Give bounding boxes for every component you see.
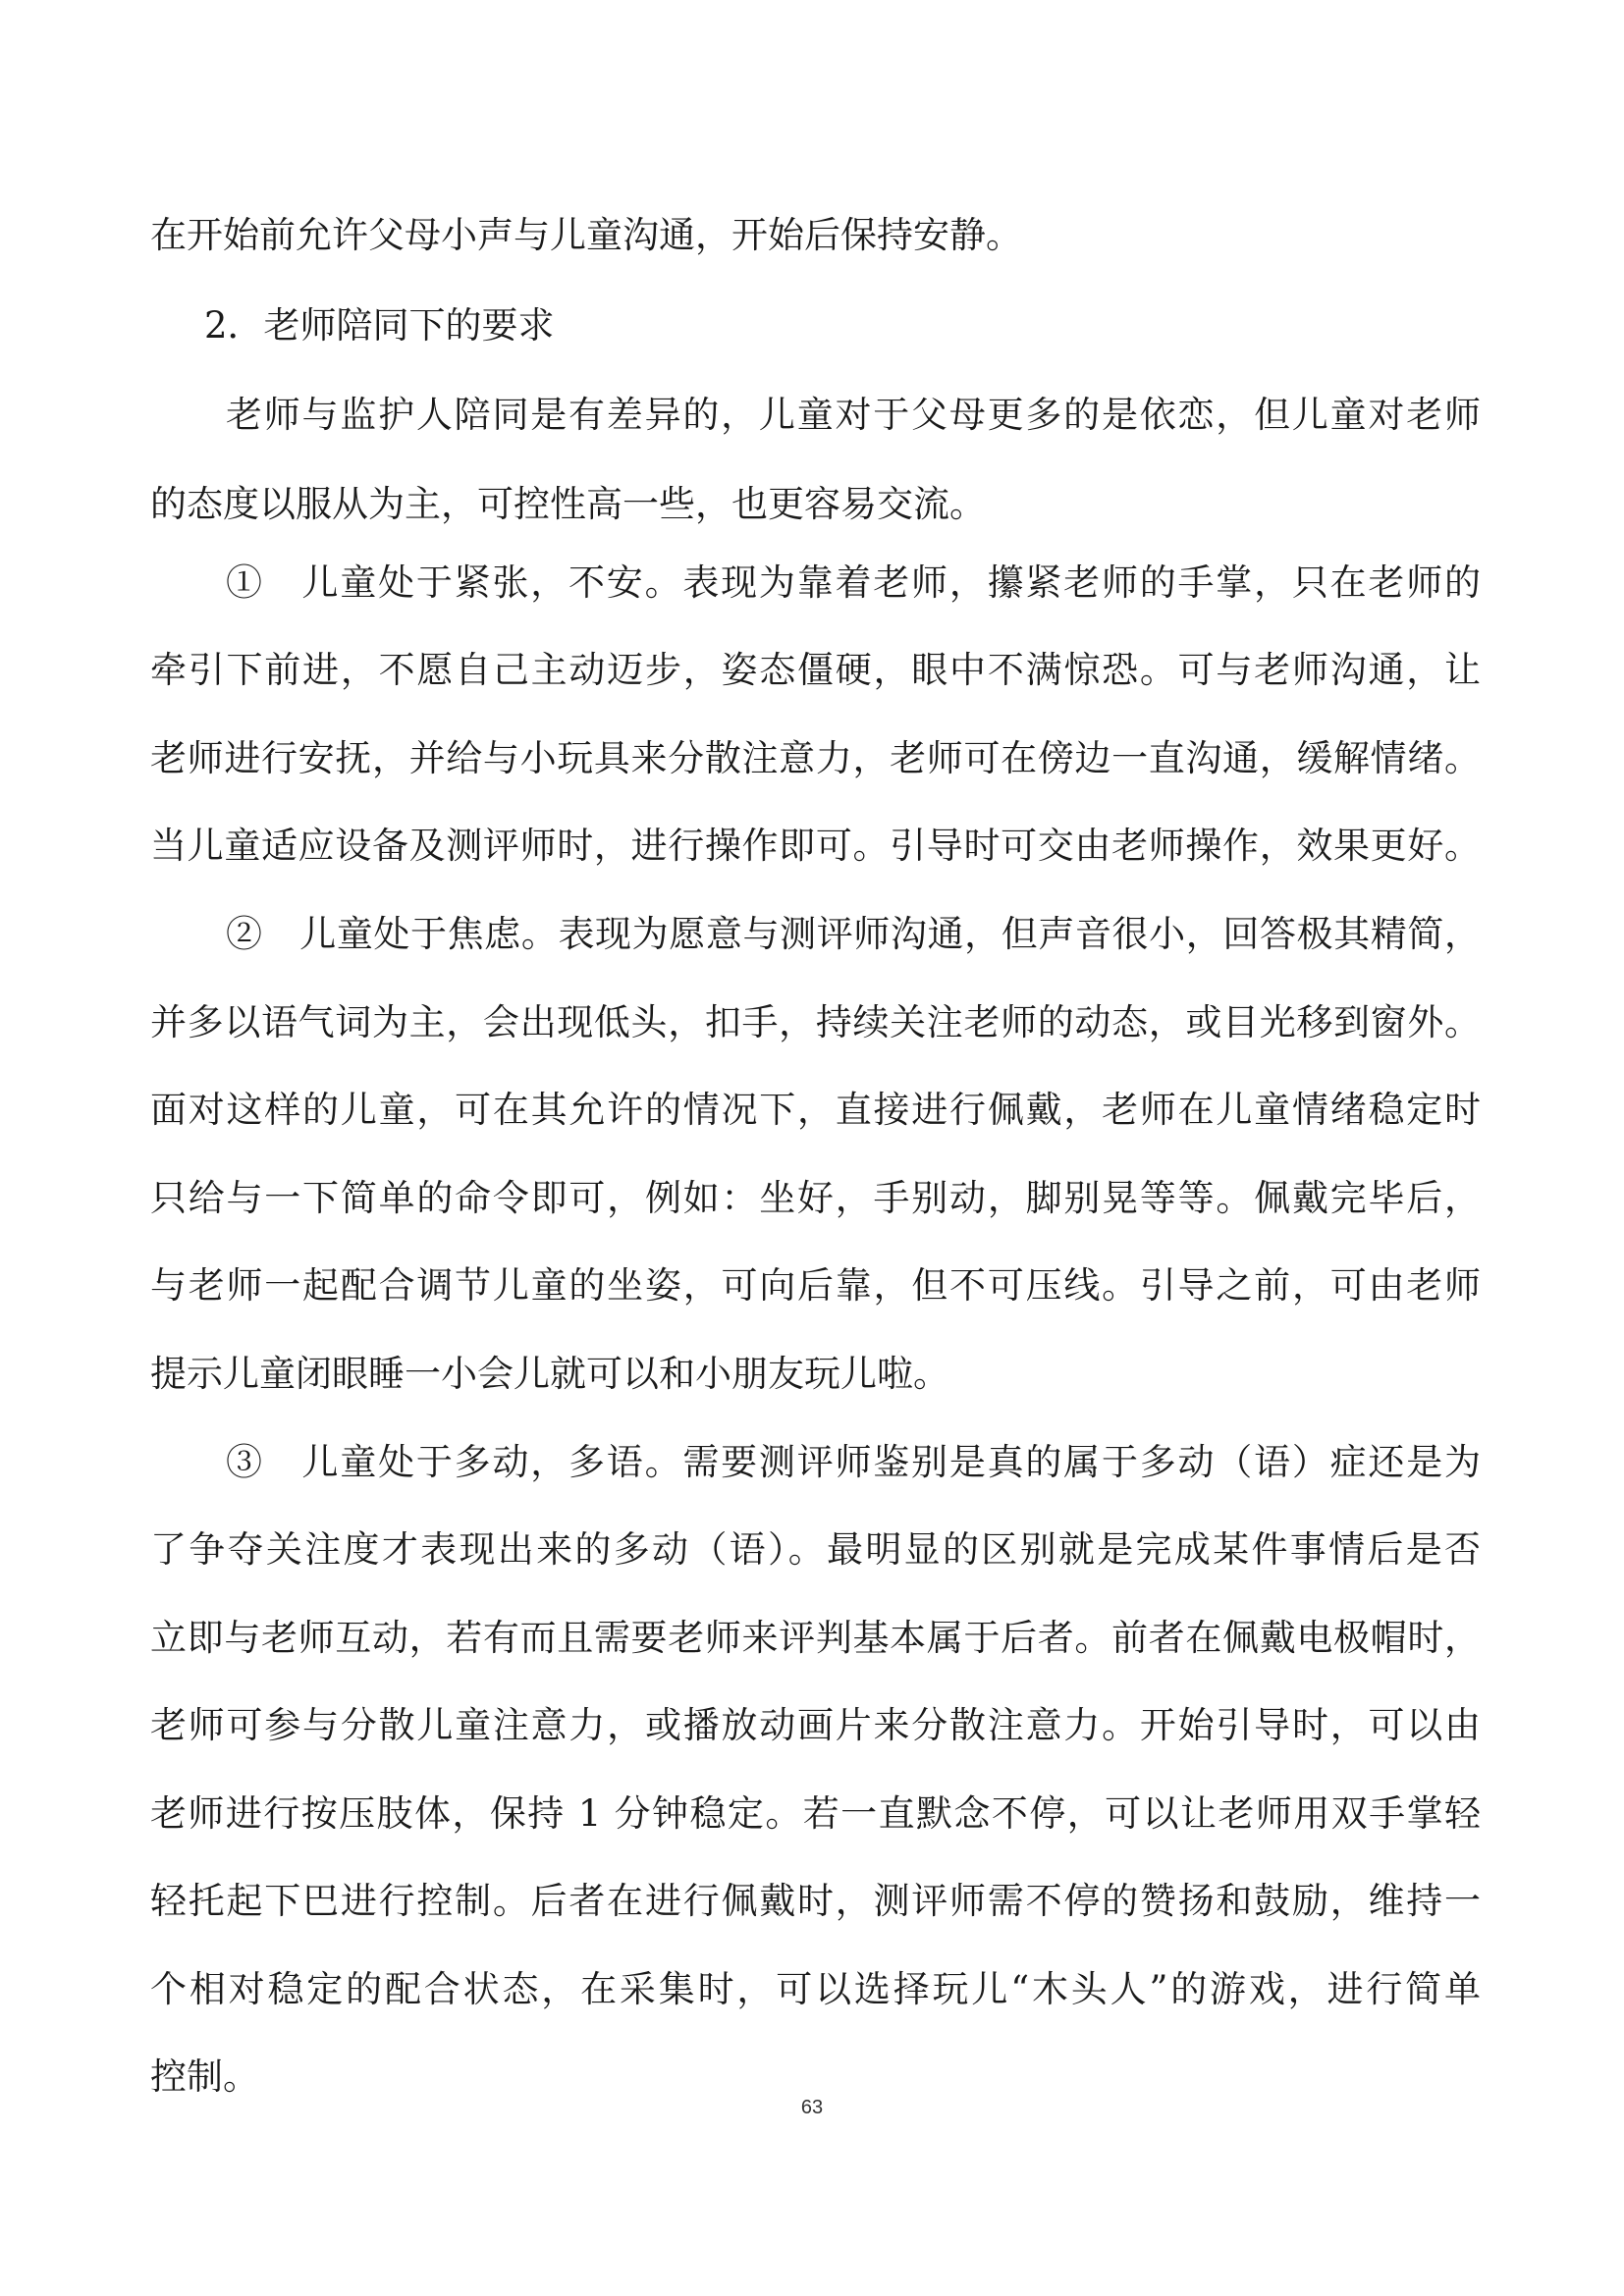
paragraph-line: 老师与监护人陪同是有差异的，儿童对于父母更多的是依恋，但儿童对老师 [226, 394, 1481, 436]
list-item-1-line: 当儿童适应设备及测评师时，进行操作即可。引导时可交由老师操作，效果更好。 [150, 825, 1481, 867]
list-item-2-line: 面对这样的儿童，可在其允许的情况下，直接进行佩戴，老师在儿童情绪稳定时 [150, 1089, 1481, 1131]
list-item-3-line: ③ 儿童处于多动，多语。需要测评师鉴别是真的属于多动（语）症还是为 [226, 1441, 1481, 1483]
list-item-3-line: 控制。 [150, 2056, 259, 2098]
page-number: 63 [800, 2097, 824, 2118]
list-item-2-line: ② 儿童处于焦虑。表现为愿意与测评师沟通，但声音很小，回答极其精简， [226, 913, 1481, 955]
list-item-1-line: 老师进行安抚，并给与小玩具来分散注意力，老师可在傍边一直沟通，缓解情绪。 [150, 737, 1481, 779]
list-item-3-line: 了争夺关注度才表现出来的多动（语）。最明显的区别就是完成某件事情后是否 [150, 1528, 1481, 1571]
list-item-3-line: 老师可参与分散儿童注意力，或播放动画片来分散注意力。开始引导时，可以由 [150, 1704, 1481, 1746]
list-item-2-line: 只给与一下简单的命令即可，例如：坐好，手别动，脚别晃等等。佩戴完毕后， [150, 1177, 1481, 1219]
list-item-1-line: ① 儿童处于紧张，不安。表现为靠着老师，攥紧老师的手掌，只在老师的 [226, 561, 1481, 604]
list-item-2-line: 并多以语气词为主，会出现低头，扣手，持续关注老师的动态，或目光移到窗外。 [150, 1001, 1481, 1043]
section-heading: 2．老师陪同下的要求 [204, 304, 555, 347]
paragraph-line: 的态度以服从为主，可控性高一些，也更容易交流。 [150, 483, 986, 525]
list-item-3-line: 个相对稳定的配合状态，在采集时，可以选择玩儿“木头人”的游戏，进行简单 [150, 1968, 1481, 2010]
list-item-1-line: 牵引下前进，不愿自己主动迈步，姿态僵硬，眼中不满惊恐。可与老师沟通，让 [150, 649, 1481, 691]
paragraph-line: 在开始前允许父母小声与儿童沟通，开始后保持安静。 [150, 214, 1022, 256]
list-item-3-line: 老师进行按压肢体，保持 1 分钟稳定。若一直默念不停，可以让老师用双手掌轻 [150, 1792, 1481, 1835]
list-item-3-line: 立即与老师互动，若有而且需要老师来评判基本属于后者。前者在佩戴电极帽时， [150, 1617, 1481, 1659]
list-item-3-line: 轻托起下巴进行控制。后者在进行佩戴时，测评师需不停的赞扬和鼓励，维持一 [150, 1880, 1481, 1922]
list-item-2-line: 与老师一起配合调节儿童的坐姿，可向后靠，但不可压线。引导之前，可由老师 [150, 1264, 1481, 1307]
list-item-2-line: 提示儿童闭眼睡一小会儿就可以和小朋友玩儿啦。 [150, 1353, 949, 1395]
